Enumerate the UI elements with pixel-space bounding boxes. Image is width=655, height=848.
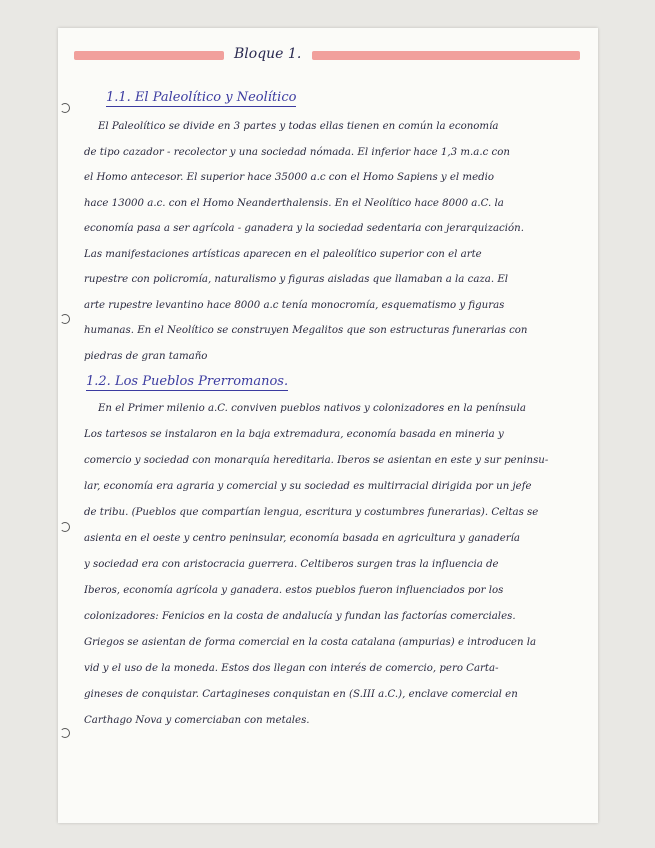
notebook-page xyxy=(58,28,598,823)
text-line: rupestre con policromía, naturalismo y figuras aisladas que llamaban a la caza. El xyxy=(84,274,509,285)
section-heading-paleolithic: 1.1. El Paleolítico y Neolítico xyxy=(106,90,297,105)
text-line: colonizadores: Fenicios en la costa de andalucía y fundan las factorías comerciales. xyxy=(84,611,516,622)
title-bar xyxy=(74,46,580,64)
text-line: de tribu. (Pueblos que compartían lengua, escritura y costumbres funerarias). Celtas se xyxy=(84,507,539,518)
text-line: El Paleolítico se divide en 3 partes y todas ellas tienen en común la economía xyxy=(98,121,499,132)
highlight-stripe xyxy=(74,51,224,60)
text-line: En el Primer milenio a.C. conviven pueblos nativos y colonizadores en la península xyxy=(98,403,526,414)
text-line: lar, economía era agraria y comercial y su sociedad es multirracial dirigida por un jefe xyxy=(84,481,532,492)
binder-hole-icon xyxy=(60,728,70,738)
text-line: Iberos, economía agrícola y ganadera. estos pueblos fueron influenciados por los xyxy=(84,585,504,596)
text-line: comercio y sociedad con monarquía hereditaria. Iberos se asientan en este y sur peninsu- xyxy=(84,455,549,466)
text-line: arte rupestre levantino hace 8000 a.c tenía monocromía, esquematismo y figuras xyxy=(84,299,505,311)
binder-hole-icon xyxy=(60,522,70,532)
text-line: Las manifestaciones artísticas aparecen en el paleolítico superior con el arte xyxy=(84,248,482,260)
text-line: Griegos se asientan de forma comercial en la costa catalana (ampurias) e introducen la xyxy=(84,637,537,648)
text-line: y sociedad era con aristocracia guerrera. Celtiberos surgen tras la influencia de xyxy=(84,559,499,570)
text-line: asienta en el oeste y centro peninsular, economía basada en agricultura y ganadería xyxy=(84,533,520,544)
highlight-stripe xyxy=(312,51,580,60)
text-line: hace 13000 a.c. con el Homo Neanderthalensis. En el Neolítico hace 8000 a.C. la xyxy=(84,197,504,209)
text-line: Los tartesos se instalaron en la baja extremadura, economía basada en mineria y xyxy=(84,429,504,440)
text-line: gineses de conquistar. Cartagineses conquistan en (S.III a.C.), enclave comercial en xyxy=(84,689,518,700)
text-line: vid y el uso de la moneda. Estos dos llegan con interés de comercio, pero Carta- xyxy=(84,663,499,674)
text-line: piedras de gran tamaño xyxy=(84,350,208,362)
text-line: humanas. En el Neolítico se construyen Megalitos que son estructuras funerarias con xyxy=(84,325,528,336)
text-line: el Homo antecesor. El superior hace 35000 a.c con el Homo Sapiens y el medio xyxy=(84,172,495,183)
text-line: economía pasa a ser agrícola - ganadera y la sociedad sedentaria con jerarquización. xyxy=(84,223,524,234)
binder-hole-icon xyxy=(60,103,70,113)
text-line: Carthago Nova y comerciaban con metales. xyxy=(84,715,310,726)
section-heading-prerroman: 1.2. Los Pueblos Prerromanos. xyxy=(86,374,289,389)
page-title: Bloque 1. xyxy=(234,46,302,62)
binder-hole-icon xyxy=(60,314,70,324)
text-line: de tipo cazador - recolector y una sociedad nómada. El inferior hace 1,3 m.a.c con xyxy=(84,146,510,158)
